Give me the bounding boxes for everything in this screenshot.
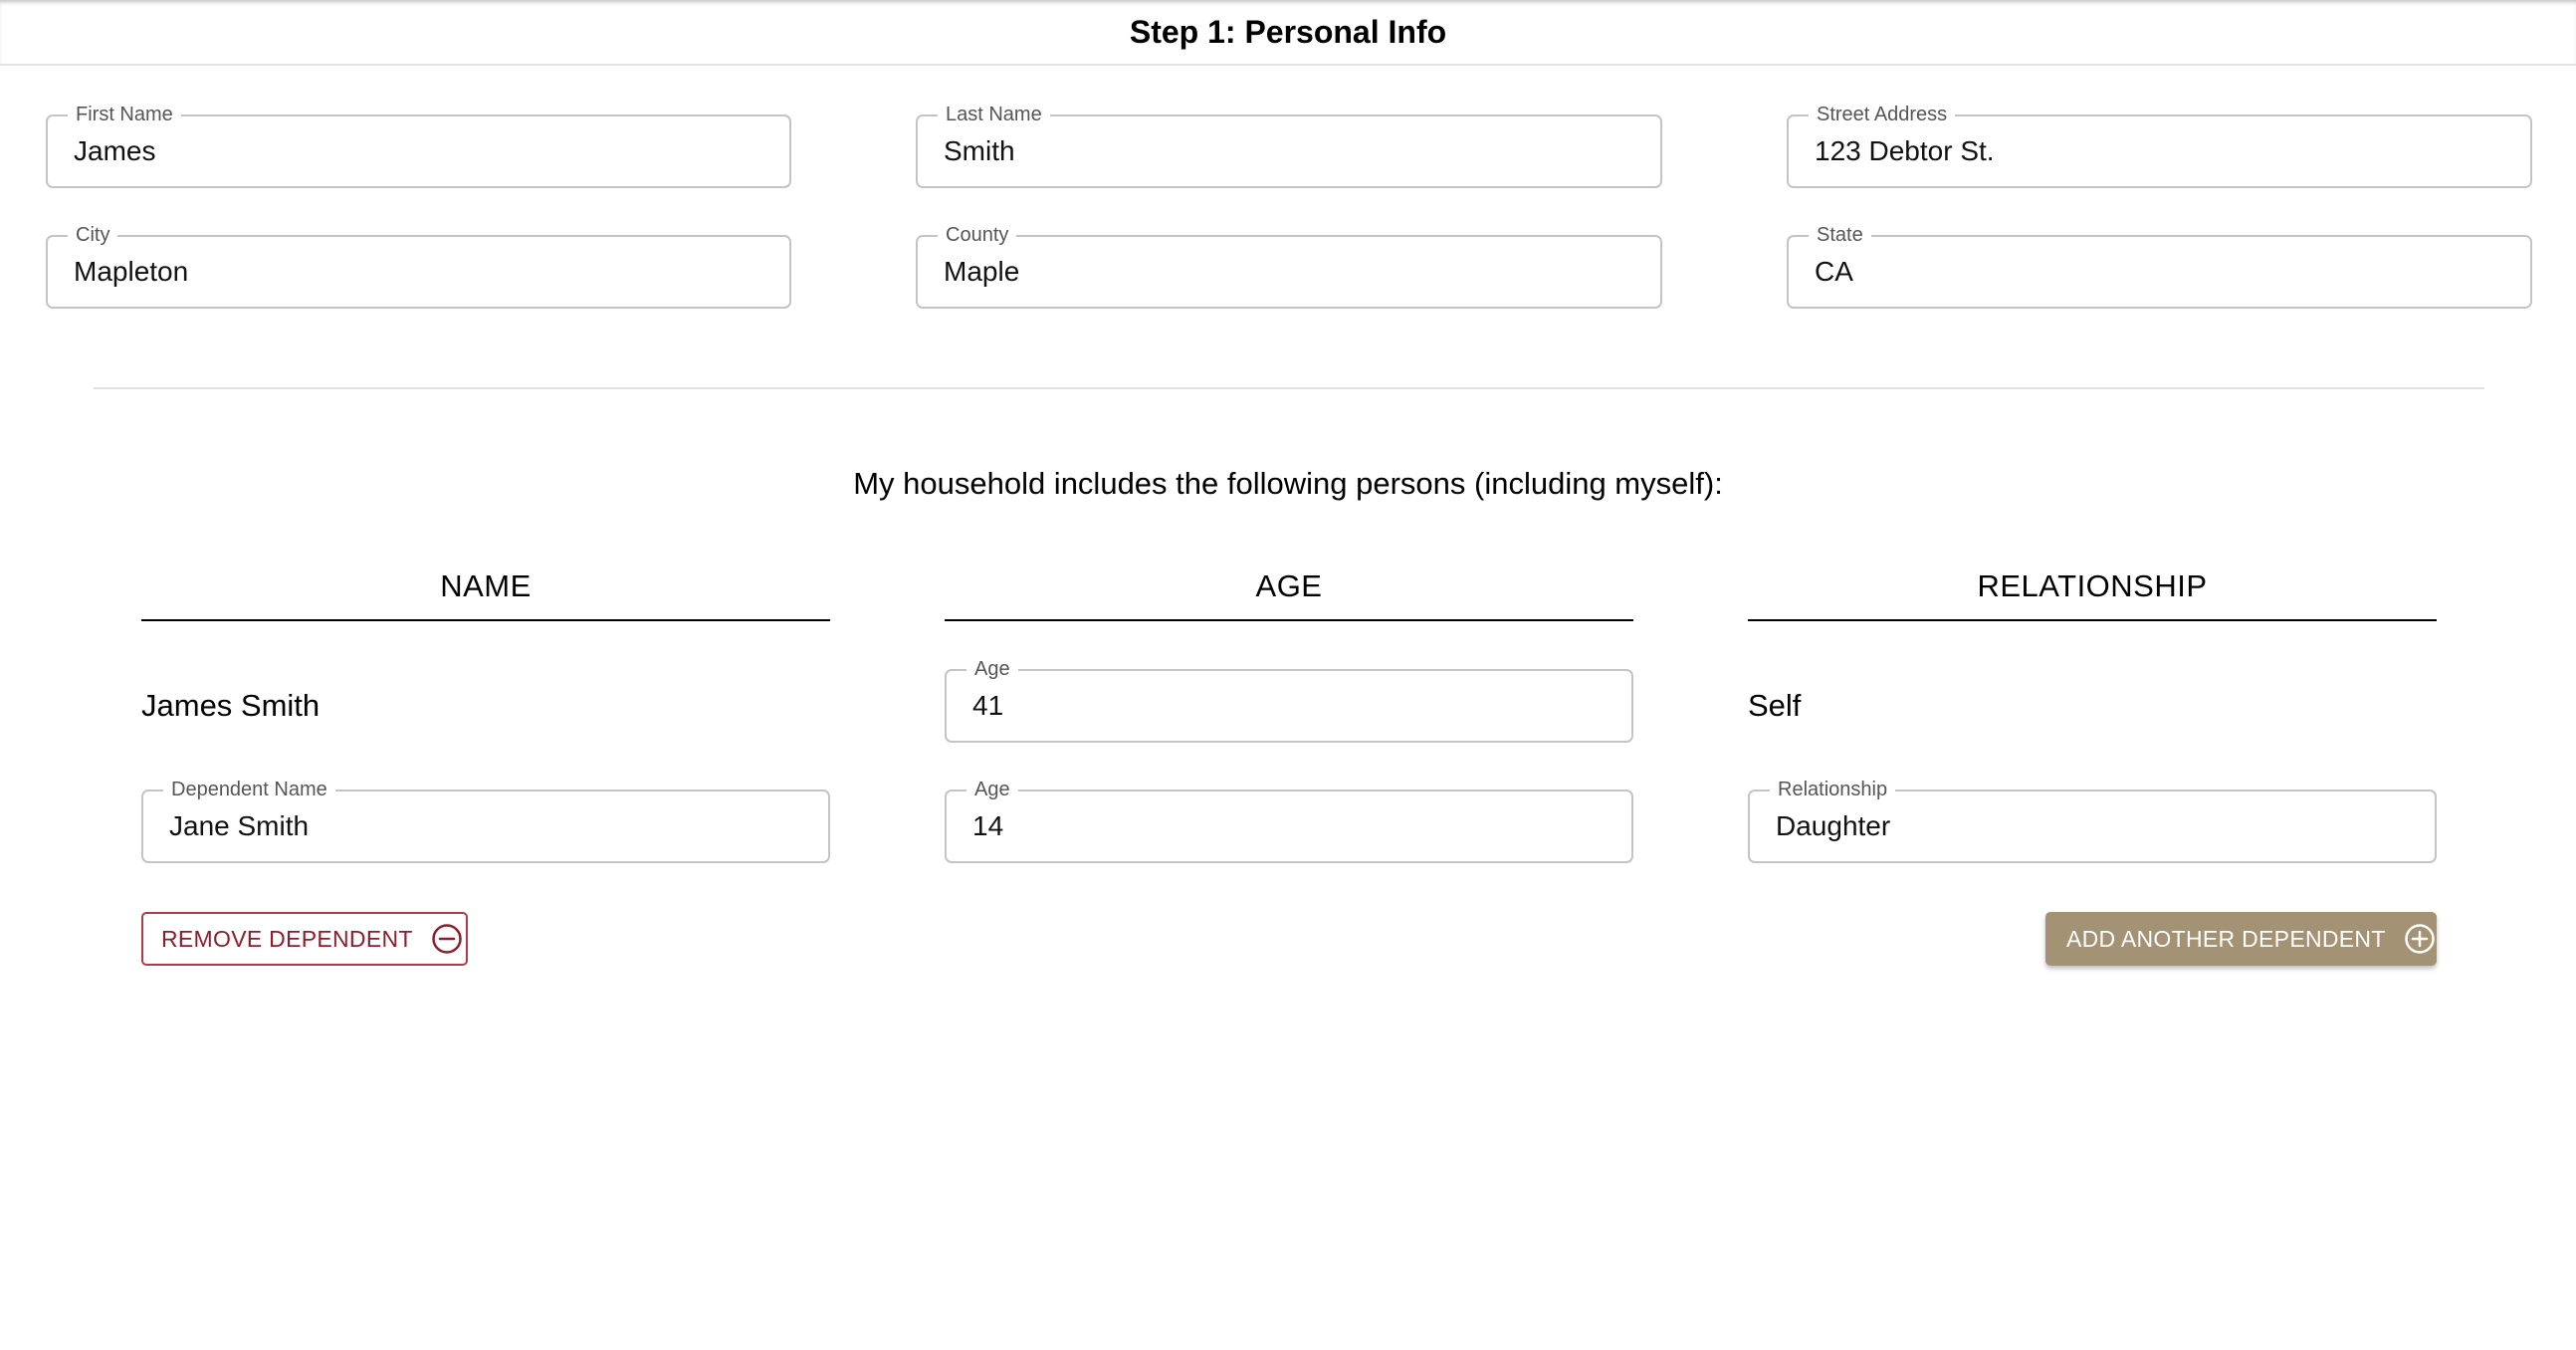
self-age-field[interactable]	[945, 658, 1633, 743]
city-label: City	[68, 223, 117, 247]
dependent-name-field[interactable]	[141, 779, 830, 863]
column-header-name: NAME	[141, 562, 830, 621]
column-header-age: AGE	[945, 562, 1633, 621]
dependent-relationship-field[interactable]	[1748, 779, 2437, 863]
dependent-relationship-label: Relationship	[1770, 778, 1895, 801]
street-address-value[interactable]: 123 Debtor St.	[1815, 135, 1995, 166]
remove-dependent-label: REMOVE DEPENDENT	[161, 925, 413, 952]
add-another-dependent-label: ADD ANOTHER DEPENDENT	[2066, 925, 2386, 952]
add-another-dependent-button[interactable]	[2045, 912, 2437, 966]
dependent-age-field[interactable]	[945, 779, 1633, 863]
dependent-name-value[interactable]: Jane Smith	[169, 810, 310, 841]
page-title: Step 1: Personal Info	[1129, 13, 1447, 50]
section-divider	[94, 387, 2484, 389]
self-relationship: Self	[1748, 688, 1802, 723]
minus-circle-icon	[431, 923, 463, 955]
first-name-value[interactable]: James	[74, 135, 156, 166]
state-field[interactable]	[1787, 224, 2532, 309]
state-value[interactable]: CA	[1815, 256, 1853, 287]
county-value[interactable]: Maple	[944, 256, 1020, 287]
county-label: County	[938, 223, 1016, 247]
street-address-field[interactable]	[1787, 104, 2532, 188]
state-label: State	[1809, 223, 1871, 247]
county-field[interactable]	[916, 224, 1662, 309]
plus-circle-icon	[2404, 923, 2436, 955]
last-name-value[interactable]: Smith	[944, 135, 1015, 166]
household-heading: My household includes the following persons (including myself):	[853, 466, 1723, 501]
top-bar	[0, 0, 2576, 66]
column-header-relationship: RELATIONSHIP	[1748, 562, 2437, 621]
remove-dependent-button[interactable]	[141, 912, 468, 966]
last-name-label: Last Name	[938, 103, 1050, 126]
dependent-name-label: Dependent Name	[163, 778, 335, 801]
first-name-field[interactable]	[46, 104, 791, 188]
first-name-label: First Name	[68, 103, 181, 126]
dependent-relationship-value[interactable]: Daughter	[1776, 810, 1891, 841]
dependent-age-value[interactable]: 14	[972, 810, 1004, 841]
city-value[interactable]: Mapleton	[74, 256, 189, 287]
self-name: James Smith	[141, 688, 321, 723]
dependent-age-label: Age	[966, 778, 1018, 801]
city-field[interactable]	[46, 224, 791, 309]
street-address-label: Street Address	[1809, 103, 1955, 126]
self-age-value[interactable]: 41	[972, 690, 1004, 721]
last-name-field[interactable]	[916, 104, 1662, 188]
self-age-label: Age	[966, 657, 1018, 681]
